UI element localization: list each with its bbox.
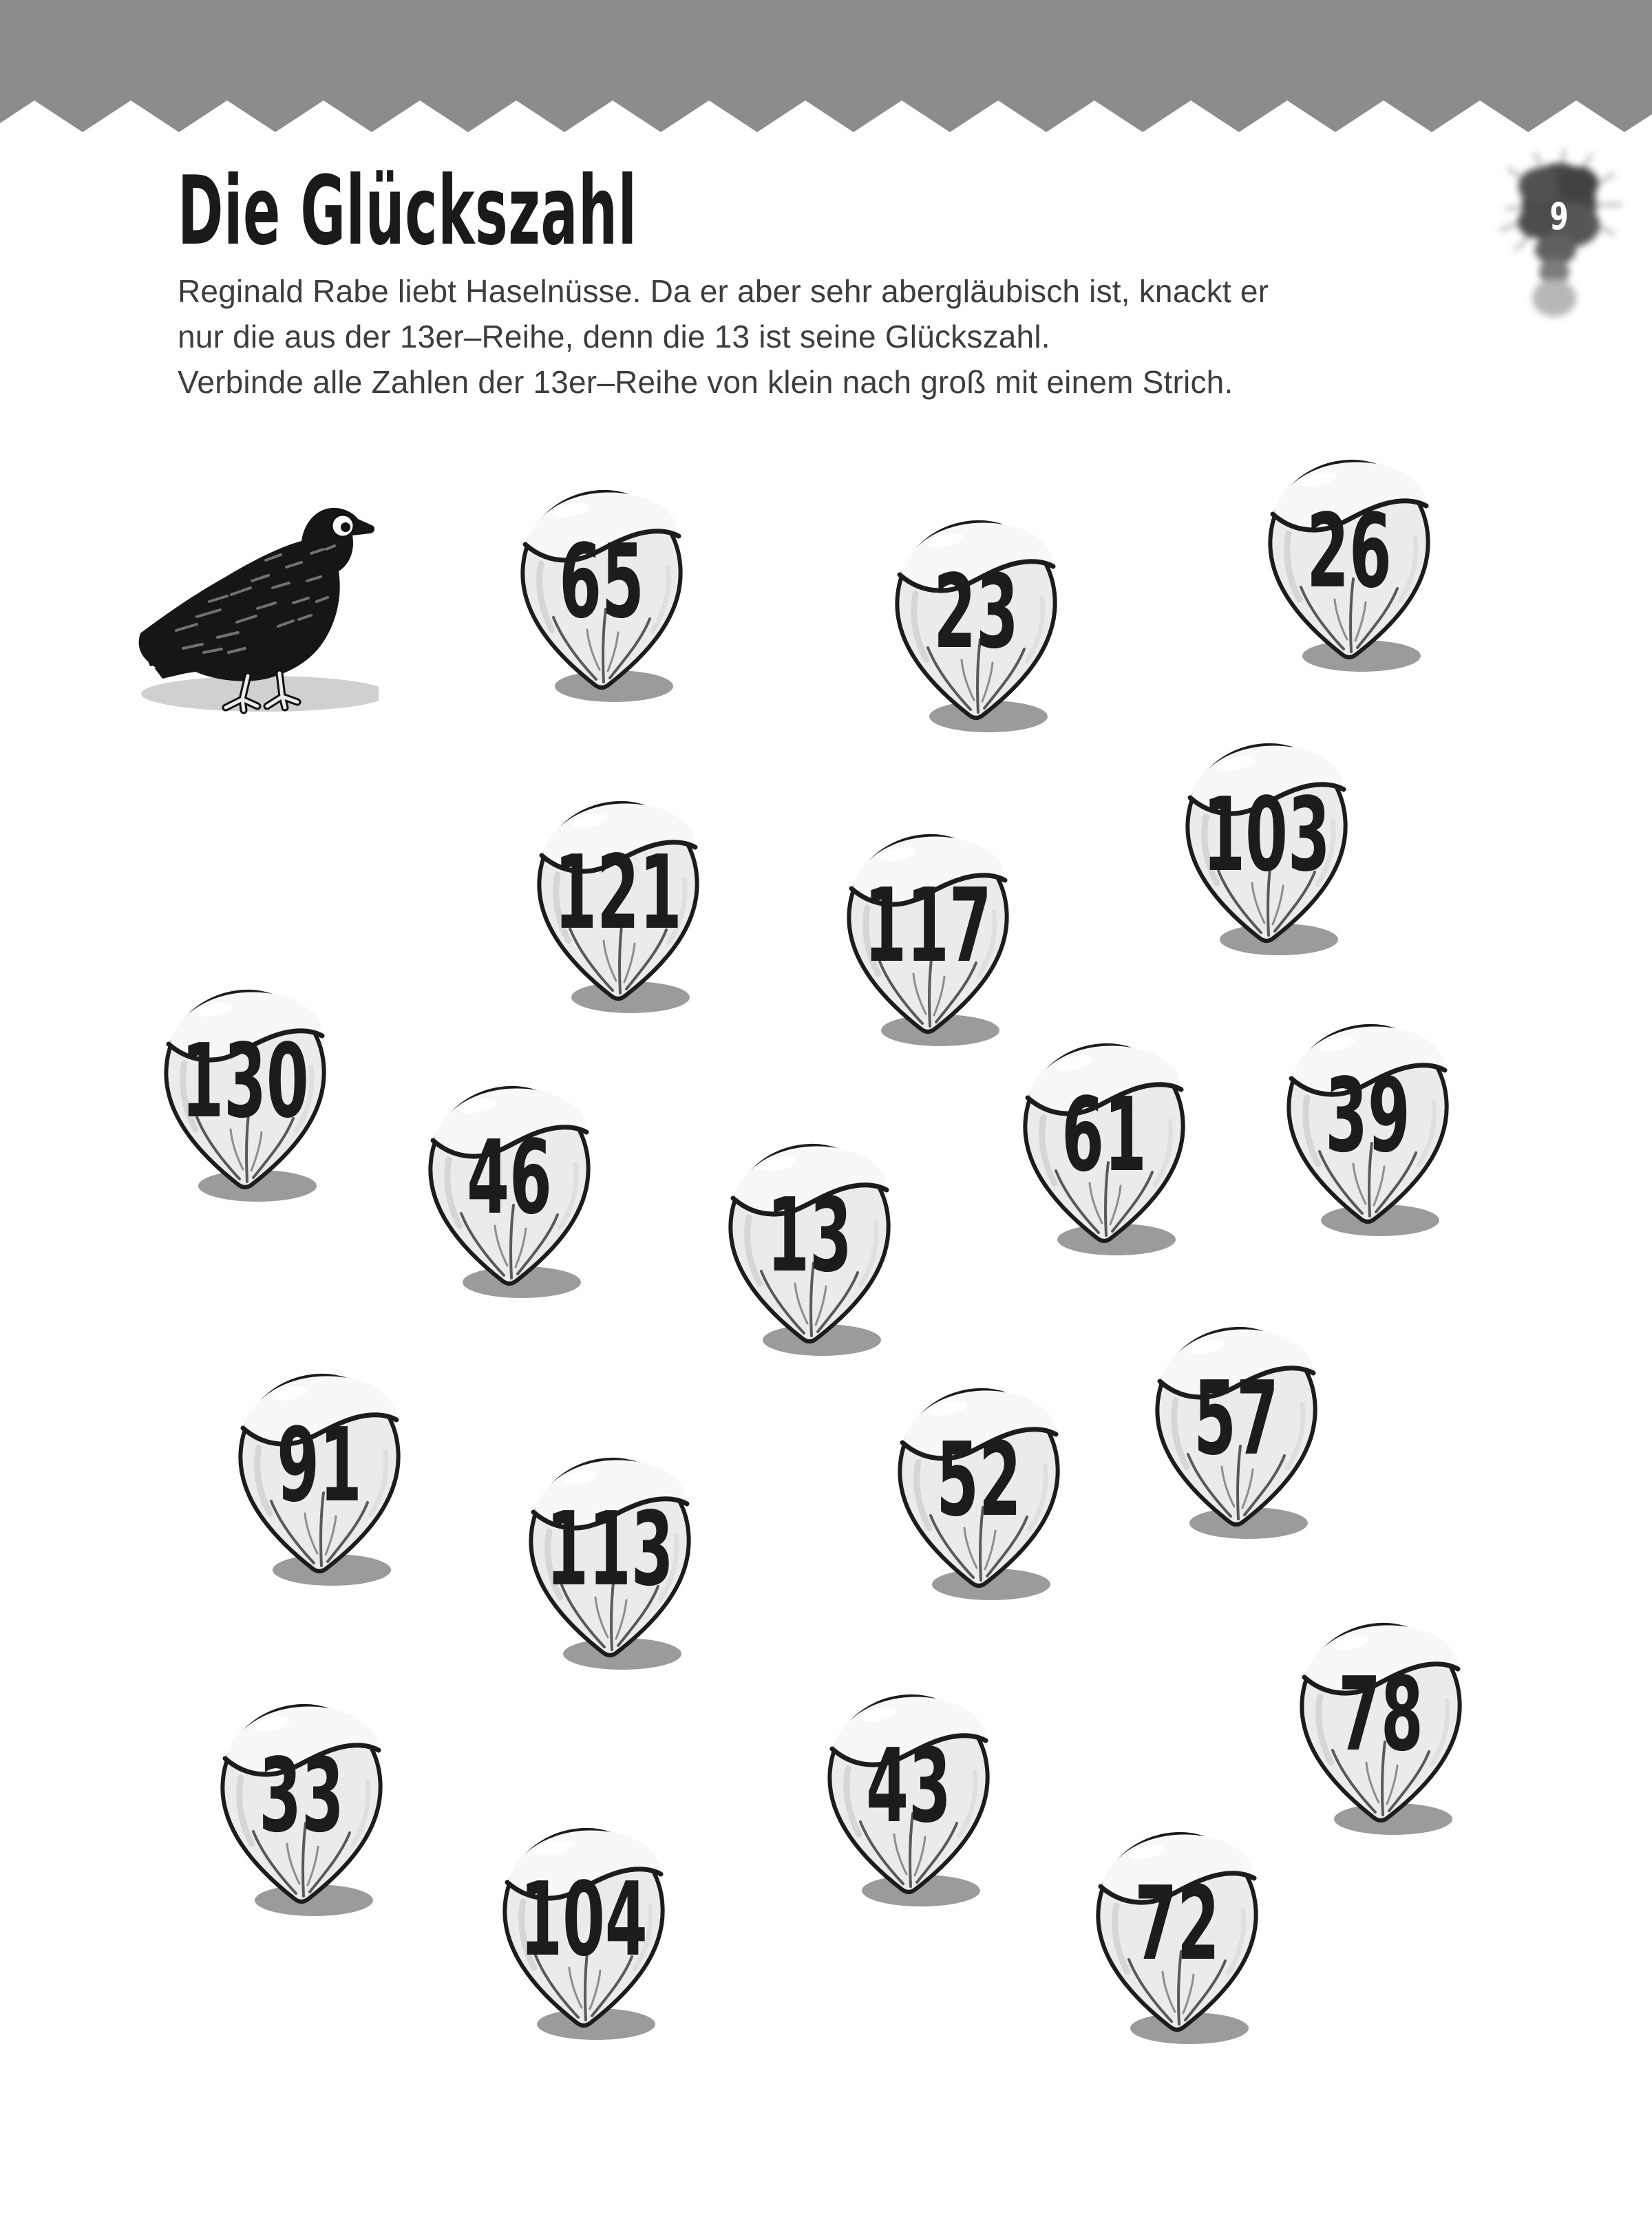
nut-number: 43	[866, 1727, 951, 1845]
nut-43[interactable]	[812, 1690, 1005, 1910]
nut-113[interactable]	[513, 1453, 706, 1673]
nut-number: 26	[1306, 492, 1392, 610]
nut-number: 91	[277, 1406, 362, 1524]
page-title: Die Glückszahl	[178, 156, 637, 266]
nut-number: 117	[864, 867, 992, 985]
nut-23[interactable]	[880, 516, 1072, 736]
nut-number: 65	[559, 522, 644, 641]
nut-103[interactable]	[1170, 738, 1363, 959]
nut-number: 33	[259, 1736, 344, 1855]
nut-78[interactable]	[1284, 1618, 1477, 1838]
nut-46[interactable]	[413, 1081, 606, 1301]
hazelnut-icon	[1284, 1618, 1477, 1838]
nut-number: 113	[546, 1490, 674, 1608]
instruction-line-1: Reginald Rabe liebt Haselnüsse. Da er aber sehr abergläubisch ist, knackt er	[178, 273, 1269, 309]
nut-130[interactable]	[149, 985, 341, 1205]
hazelnut-icon	[880, 516, 1072, 736]
nut-13[interactable]	[713, 1139, 906, 1359]
nut-52[interactable]	[882, 1383, 1075, 1604]
nut-104[interactable]	[487, 1823, 680, 2043]
hazelnut-icon	[713, 1139, 906, 1359]
nut-number: 57	[1194, 1359, 1279, 1478]
nut-117[interactable]	[832, 829, 1024, 1050]
nut-57[interactable]	[1140, 1322, 1333, 1542]
nut-26[interactable]	[1253, 455, 1446, 675]
nut-number: 103	[1203, 776, 1331, 894]
hazelnut-icon	[1140, 1322, 1333, 1542]
nut-91[interactable]	[223, 1369, 416, 1589]
hazelnut-icon	[205, 1699, 398, 1920]
nut-number: 130	[181, 1022, 309, 1140]
nut-121[interactable]	[522, 796, 714, 1017]
page-number: 9	[1549, 195, 1569, 238]
nut-number: 23	[933, 553, 1019, 671]
hazelnut-icon	[1253, 455, 1446, 675]
nut-33[interactable]	[205, 1699, 398, 1920]
nut-number: 46	[467, 1118, 552, 1237]
hazelnut-icon	[505, 485, 698, 705]
nut-number: 61	[1061, 1076, 1147, 1194]
hazelnut-icon	[413, 1081, 606, 1301]
nut-number: 78	[1338, 1655, 1423, 1774]
hazelnut-icon	[1008, 1039, 1200, 1259]
nut-61[interactable]	[1008, 1039, 1200, 1259]
hazelnut-icon	[513, 1453, 706, 1673]
nut-number: 72	[1134, 1864, 1220, 1983]
nut-65[interactable]	[505, 485, 698, 705]
nut-number: 39	[1325, 1056, 1410, 1175]
nut-39[interactable]	[1271, 1019, 1464, 1240]
hazelnut-icon	[832, 829, 1024, 1050]
hazelnut-icon	[522, 796, 714, 1017]
nut-number: 13	[767, 1176, 852, 1295]
hazelnut-icon	[149, 985, 341, 1205]
instruction-line-2: nur die aus der 13er–Reihe, denn die 13 ist seine Glückszahl.	[178, 319, 1050, 354]
hazelnut-icon	[812, 1690, 1005, 1910]
nut-number: 52	[936, 1421, 1021, 1539]
nut-number: 121	[554, 833, 682, 952]
instruction-line-3: Verbinde alle Zahlen der 13er–Reihe von klein nach groß mit einem Strich.	[178, 364, 1233, 400]
hazelnut-icon	[223, 1369, 416, 1589]
nut-72[interactable]	[1081, 1827, 1273, 2048]
hazelnut-icon	[1271, 1019, 1464, 1240]
hazelnut-icon	[882, 1383, 1075, 1604]
hazelnut-icon	[1081, 1827, 1273, 2048]
hazelnut-icon	[1170, 738, 1363, 959]
nut-number: 104	[520, 1860, 648, 1979]
hazelnut-icon	[487, 1823, 680, 2043]
